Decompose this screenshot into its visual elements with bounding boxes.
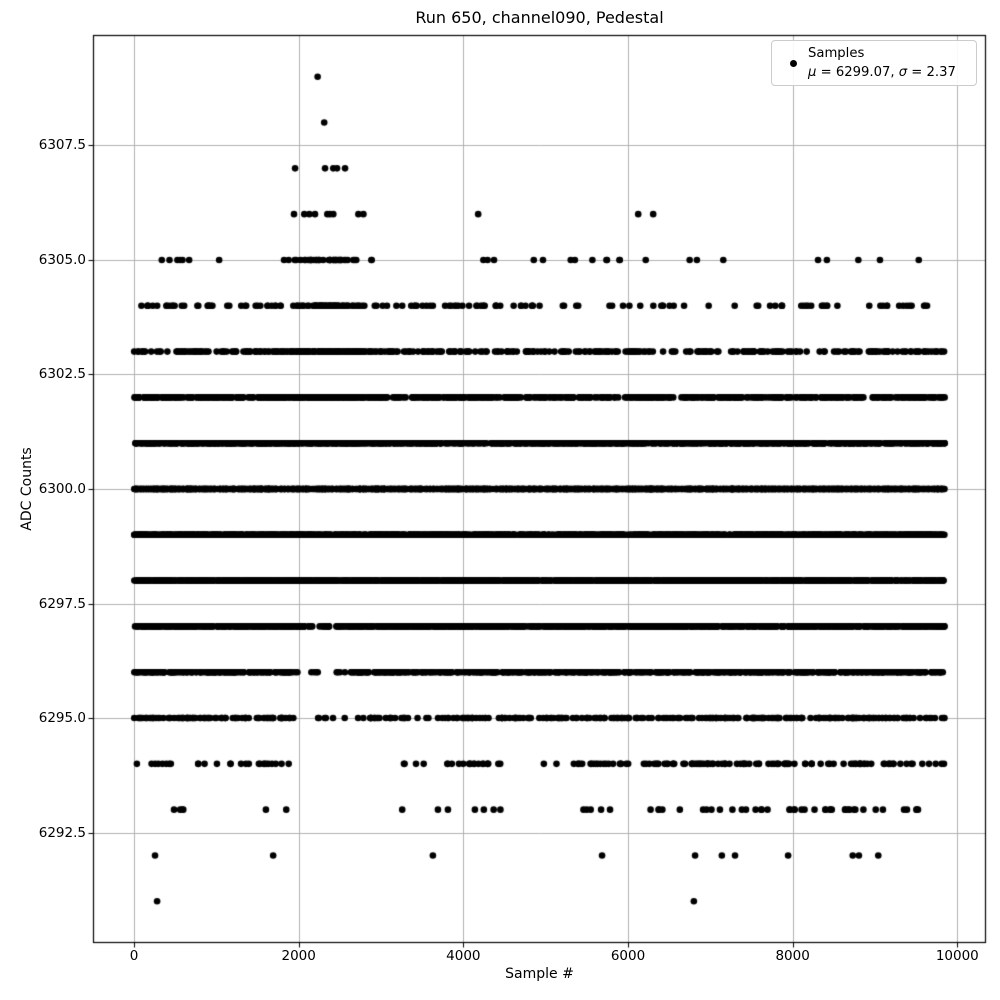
x-tick-label: 2000 (281, 948, 316, 964)
x-tick-label: 10000 (935, 948, 979, 964)
y-tick-label: 6305.0 (38, 251, 86, 268)
mu-symbol: μ (808, 65, 817, 80)
x-tick-label: 6000 (610, 948, 646, 964)
x-tick-label: 4000 (446, 948, 481, 964)
y-tick-label: 6307.5 (38, 137, 86, 154)
y-tick-label: 6292.5 (38, 824, 86, 841)
sigma-value: = 2.37 (907, 65, 956, 80)
sigma-symbol: σ (898, 65, 908, 80)
x-tick-label: 0 (129, 948, 139, 964)
legend-marker-column (778, 60, 808, 67)
legend-text (808, 44, 956, 82)
y-tick-label: 6295.0 (38, 710, 86, 727)
y-axis-label: ADC Counts (19, 447, 35, 531)
y-tick-label: 6300.0 (38, 481, 86, 497)
x-axis-label: Sample # (505, 966, 574, 982)
legend-box (771, 40, 977, 86)
y-tick-label: 6302.5 (38, 366, 86, 383)
samples-marker-icon (790, 60, 797, 67)
x-tick-label: 8000 (775, 948, 810, 964)
plot-title: Run 650, channel090, Pedestal (415, 8, 664, 27)
legend-entry-stats (808, 63, 956, 82)
mu-value: = 6299.07, (816, 65, 899, 80)
y-tick-label: 6297.5 (38, 595, 86, 612)
legend-entry-samples: Samples (808, 46, 865, 61)
